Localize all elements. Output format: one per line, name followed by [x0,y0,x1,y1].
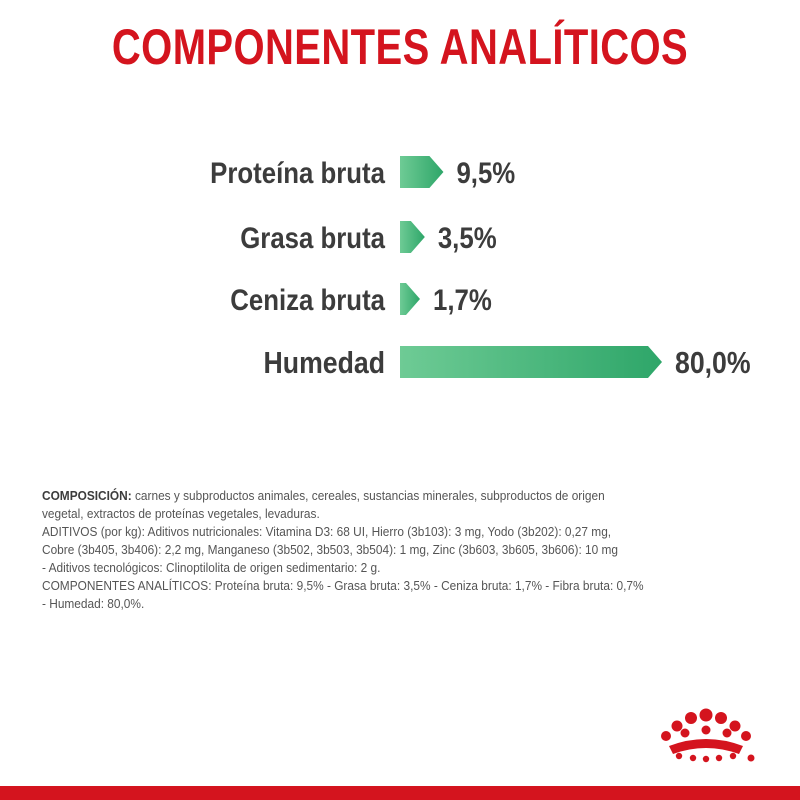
composition-text: ADITIVOS (por kg): Aditivos nutricionales: Vitamina D3: 68 UI, Hierro (3b103): 3 mg, Yodo (3b202): 0,27 mg, [42,524,612,539]
composition-line [42,559,699,577]
brand-bottom-bar [0,786,800,800]
composition-text: carnes y subproductos animales, cereales, sustancias minerales, subproductos de origen [131,488,605,503]
composition-heading: COMPOSICIÓN: [42,488,132,503]
composition-line [42,541,699,559]
category-label: Ceniza bruta [230,283,385,317]
composition-text: vegetal, extractos de proteínas vegetales, levaduras. [42,506,320,521]
composition-line [42,595,699,613]
value-label: 1,7% [432,283,492,317]
category-label: Grasa bruta [240,221,385,255]
bar-1 [400,221,425,253]
analytical-components-chart [0,130,800,400]
crown-icon [655,706,765,776]
bar-3 [400,346,662,378]
composition-line [42,505,699,523]
bar-2 [400,283,420,315]
value-label: 3,5% [437,221,497,255]
composition-line [42,577,699,595]
page-title: COMPONENTES ANALÍTICOS [111,19,689,75]
category-label: Proteína bruta [210,156,385,190]
category-label: Humedad [263,346,385,381]
value-label: 80,0% [675,346,751,381]
composition-text: - Humedad: 80,0%. [42,596,145,611]
bar-0 [400,156,443,188]
composition-text: COMPONENTES ANALÍTICOS: Proteína bruta: 9,5% - Grasa bruta: 3,5% - Ceniza bruta: 1,7% - Fibra bruta: 0,7% [42,578,644,593]
composition-text: - Aditivos tecnológicos: Clinoptilolita de origen sedimentario: 2 g. [42,560,381,575]
composition-text: Cobre (3b405, 3b406): 2,2 mg, Manganeso (3b502, 3b503, 3b504): 1 mg, Zinc (3b603, 3b605, 3b606): 10 mg [42,542,619,557]
composition-line [42,523,699,541]
value-label: 9,5% [456,156,516,190]
composition-line [42,487,699,505]
composition-text [42,487,772,613]
